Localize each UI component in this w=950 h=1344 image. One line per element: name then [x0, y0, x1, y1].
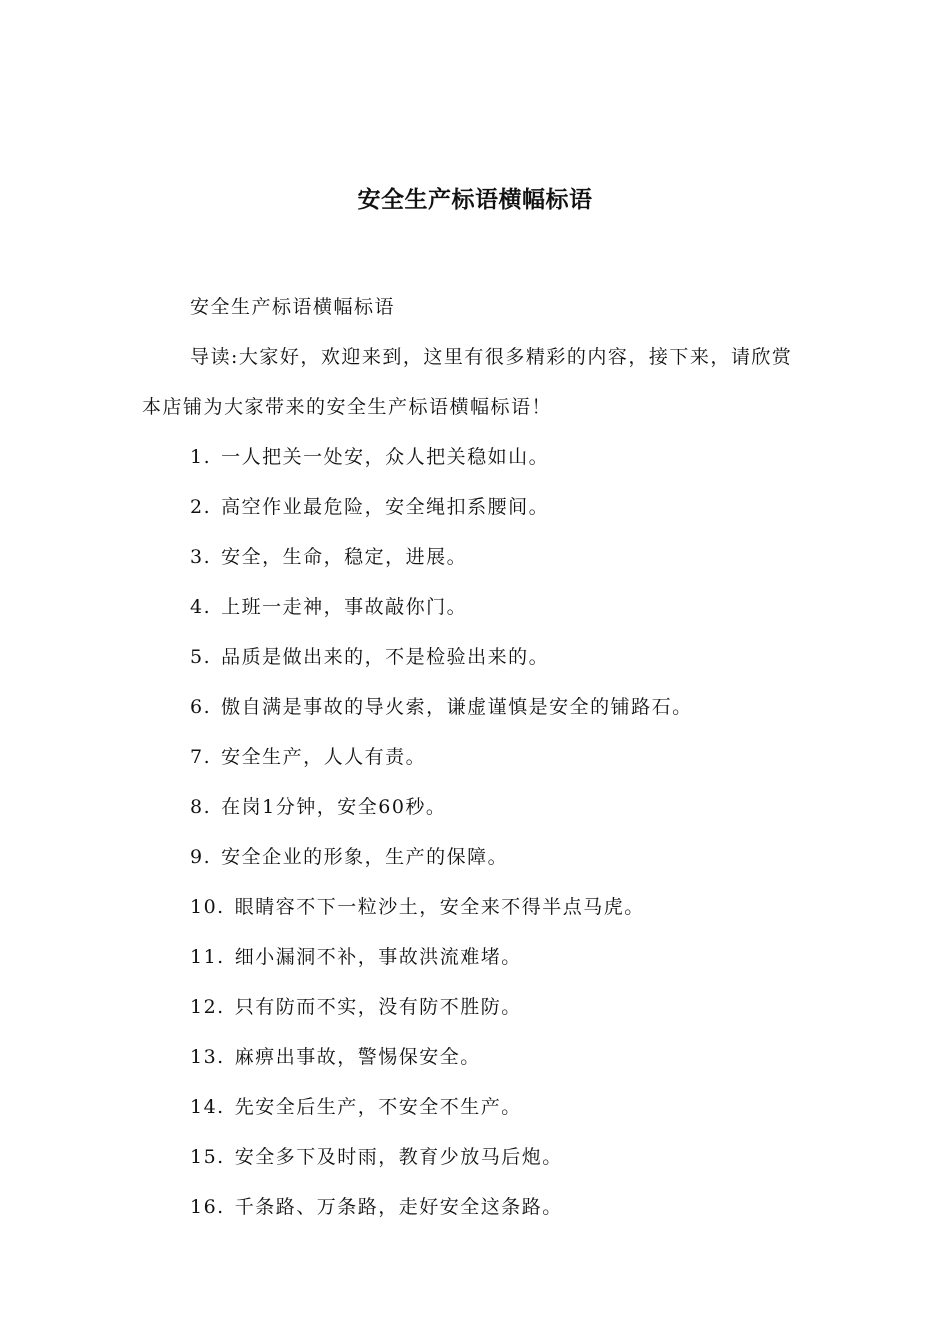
- list-item: [142, 882, 807, 932]
- list-item: [142, 1182, 807, 1232]
- list-item-number: 11.: [190, 946, 225, 968]
- list-item: [142, 1082, 807, 1132]
- list-item-text: 细小漏洞不补，事故洪流难堵。: [234, 946, 522, 968]
- list-item-number: 10.: [190, 896, 225, 918]
- list-item-text: 在岗1分钟，安全60秒。: [221, 796, 447, 818]
- list-item-text: 只有防而不实，没有防不胜防。: [234, 996, 522, 1018]
- list-item-number: 12.: [190, 996, 225, 1018]
- list-item-text: 上班一走神，事故敲你门。: [221, 596, 468, 618]
- page-title: 安全生产标语横幅标语: [357, 186, 593, 213]
- list-item-number: 8.: [190, 796, 212, 818]
- list-item-number: 14.: [190, 1096, 225, 1118]
- list-item: [142, 532, 807, 582]
- list-item: [142, 1032, 807, 1082]
- list-item: [142, 582, 807, 632]
- list-item-text: 一人把关一处安，众人把关稳如山。: [221, 446, 550, 468]
- list-item-number: 4.: [190, 596, 212, 618]
- list-item: [142, 982, 807, 1032]
- list-item: [142, 782, 807, 832]
- list-item-number: 3.: [190, 546, 212, 568]
- list-item-text: 安全多下及时雨，教育少放马后炮。: [234, 1146, 563, 1168]
- list-item-text: 高空作业最危险，安全绳扣系腰间。: [221, 496, 550, 518]
- list-item-number: 13.: [190, 1046, 225, 1068]
- list-item: [142, 932, 807, 982]
- list-item: [142, 732, 807, 782]
- list-item-text: 麻痹出事故，警惕保安全。: [234, 1046, 481, 1068]
- list-item-number: 6.: [190, 696, 212, 718]
- list-item-text: 眼睛容不下一粒沙土，安全来不得半点马虎。: [234, 896, 645, 918]
- list-item: [142, 432, 807, 482]
- list-item-text: 傲自满是事故的导火索，谦虚谨慎是安全的铺路石。: [221, 696, 693, 718]
- slogan-list: [142, 432, 807, 1232]
- list-item-text: 千条路、万条路，走好安全这条路。: [234, 1196, 563, 1218]
- list-item-text: 安全企业的形象，生产的保障。: [221, 846, 509, 868]
- list-item-number: 1.: [190, 446, 212, 468]
- list-item-number: 5.: [190, 646, 212, 668]
- list-item-text: 安全生产，人人有责。: [221, 746, 427, 768]
- document-body: [142, 282, 807, 1232]
- list-item-number: 7.: [190, 746, 212, 768]
- list-item: [142, 632, 807, 682]
- list-item: [142, 482, 807, 532]
- list-item-text: 先安全后生产，不安全不生产。: [234, 1096, 522, 1118]
- list-item: [142, 682, 807, 732]
- list-item-text: 品质是做出来的，不是检验出来的。: [221, 646, 550, 668]
- list-item-number: 2.: [190, 496, 212, 518]
- list-item-number: 16.: [190, 1196, 225, 1218]
- list-item-number: 9.: [190, 846, 212, 868]
- list-item: [142, 1132, 807, 1182]
- intro-paragraph: 导读:大家好，欢迎来到，这里有很多精彩的内容，接下来，请欣赏本店铺为大家带来的安全生产标语横幅标语！: [142, 346, 793, 418]
- subtitle-paragraph: 安全生产标语横幅标语: [190, 296, 396, 318]
- list-item-number: 15.: [190, 1146, 225, 1168]
- list-item: [142, 832, 807, 882]
- list-item-text: 安全，生命，稳定，进展。: [221, 546, 468, 568]
